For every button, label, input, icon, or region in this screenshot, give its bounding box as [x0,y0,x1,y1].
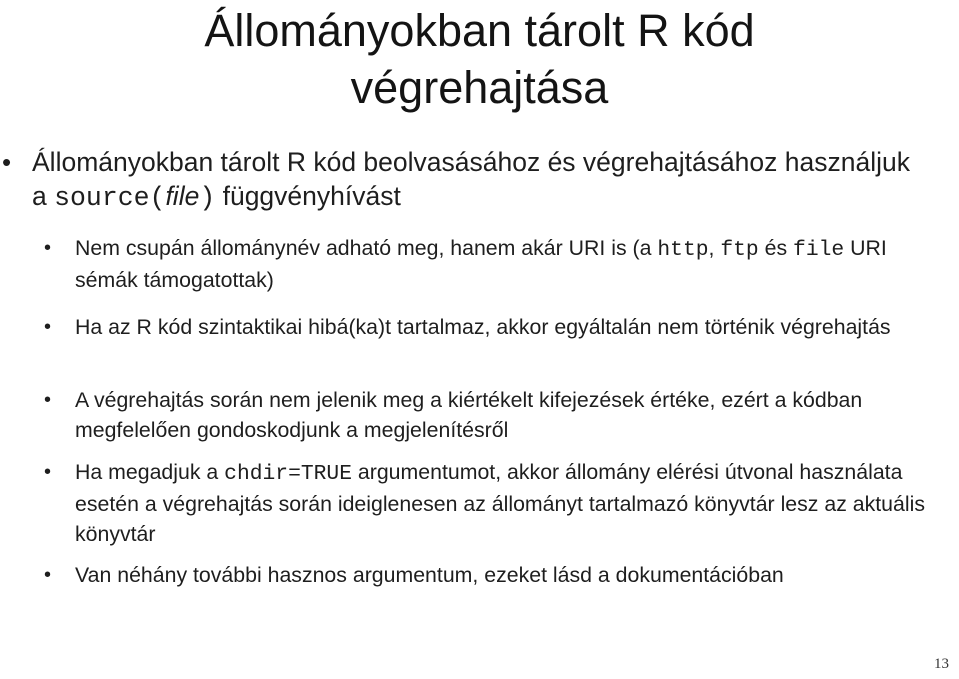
page-number: 13 [934,656,949,672]
sub-bullet-text: , [708,236,721,260]
sub-bullet-more-args [44,560,950,590]
sub-bullet-text: URI sémák támogatottak) [75,236,887,292]
sub-bullet-display [44,385,950,445]
code-source: source( [54,183,166,213]
slide-title-line-2: végrehajtása [350,62,609,113]
bullet-icon: • [44,237,52,259]
code-http: http [657,238,709,262]
sub-bullet-text: Ha megadjuk a [75,460,225,484]
main-bullet [2,145,932,215]
bullet-icon: • [44,564,52,586]
code-close-paren: ) [199,183,216,213]
sub-bullet-syntax-error [44,312,950,342]
sub-bullet-text: Van néhány további hasznos argumentum, ezeket lásd a dokumentációban [75,563,784,587]
main-bullet-text-1: Állományokban tárolt R kód beolvasásához és végrehajtásához használjuk a [32,147,910,211]
code-ftp: ftp [720,238,759,262]
sub-bullet-text: és [758,236,794,260]
sub-bullet-uri [44,233,950,295]
bullet-icon: • [44,316,52,338]
sub-bullet-text: argumentumot, akkor állomány elérési útvonal használata esetén a végrehajtás során ideiglenesen az állományt tartalmazó könyvtár lesz az aktuális könyvtár [75,460,925,546]
sub-bullet-text: Nem csupán állománynév adható meg, hanem akár URI is (a [75,236,658,260]
slide-title [0,2,959,116]
bullet-icon: • [44,389,52,411]
code-file: file [793,238,845,262]
bullet-icon: • [44,461,52,483]
code-chdir-true: chdir=TRUE [224,462,352,486]
sub-bullet-text: A végrehajtás során nem jelenik meg a kiértékelt kifejezések értéke, ezért a kódban megfelelően gondoskodjunk a megjelenítésről [75,388,863,442]
sub-bullet-chdir [44,457,950,549]
sub-bullet-text: Ha az R kód szintaktikai hibá(ka)t tartalmaz, akkor egyáltalán nem történik végrehajtás [75,315,891,339]
code-arg-file: file [165,181,200,211]
bullet-icon: • [2,147,12,177]
slide-title-line-1: Állományokban tárolt R kód [204,5,755,56]
main-bullet-text-2: függvényhívást [215,181,401,211]
